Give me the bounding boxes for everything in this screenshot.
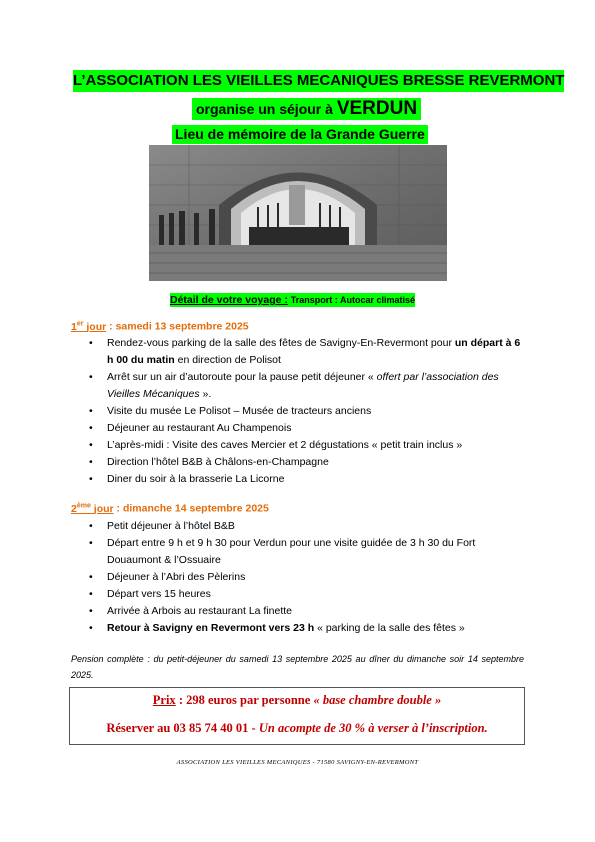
reserve-line: Réserver au 03 85 74 40 01 - Un acompte de 30 % à verser à l’inscription.: [106, 721, 488, 735]
day-1-list: [82, 335, 524, 488]
list-item: • Direction l’hôtel B&B à Châlons-en-Champagne: [82, 454, 524, 471]
list-item: • Déjeuner à l’Abri des Pèlerins: [82, 569, 524, 586]
price-box: [69, 687, 525, 745]
list-item: • Déjeuner au restaurant Au Champenois: [82, 420, 524, 437]
list-item: • Visite du musée Le Polisot – Musée de tracteurs anciens: [82, 403, 524, 420]
detail-label: Détail de votre voyage :: [170, 294, 288, 306]
day-2-list: [82, 518, 524, 637]
trip-detail: [170, 293, 415, 307]
day-1-heading: 1er jour : samedi 13 septembre 2025: [71, 320, 249, 333]
pension-note: Pension complète : du petit-déjeuner du samedi 13 septembre 2025 au dîner du dimanche soir 14 septembre 2025.: [71, 654, 524, 680]
list-item: • Retour à Savigny en Revermont vers 23 h « parking de la salle des fêtes »: [82, 620, 524, 637]
title-line-3: Lieu de mémoire de la Grande Guerre: [172, 125, 428, 144]
transport-text: Transport : Autocar climatisé: [290, 295, 415, 305]
day-2-heading: 2ème jour : dimanche 14 septembre 2025: [71, 502, 269, 515]
list-item: • L’après-midi : Visite des caves Mercier et 2 dégustations « petit train inclus »: [82, 437, 524, 454]
verdun-ossuary-photo: [149, 145, 447, 281]
list-item: • Départ vers 15 heures: [82, 586, 524, 603]
list-item: • Départ entre 9 h et 9 h 30 pour Verdun pour une visite guidée de 3 h 30 du Fort Douaumont & l’Ossuaire: [82, 535, 524, 569]
list-item: • Arrivée à Arbois au restaurant La finette: [82, 603, 524, 620]
list-item: • Rendez-vous parking de la salle des fêtes de Savigny-En-Revermont pour un départ à 6 h 00 du matin en direction de Polisot: [82, 335, 524, 369]
title-line-1: L’ASSOCIATION LES VIEILLES MECANIQUES BRESSE REVERMONT: [73, 70, 523, 92]
list-item: • Arrêt sur un air d’autoroute pour la pause petit déjeuner « offert par l’association des Vieilles Mécaniques ».: [82, 369, 524, 403]
list-item: • Diner du soir à la brasserie La Licorne: [82, 471, 524, 488]
price-line: Prix : 298 euros par personne « base chambre double »: [152, 693, 442, 707]
title-line-2: organise un séjour à VERDUN: [192, 98, 421, 120]
footer: ASSOCIATION LES VIEILLES MECANIQUES - 71580 SAVIGNY-EN-REVERMONT: [176, 759, 419, 766]
list-item: • Petit déjeuner à l’hôtel B&B: [82, 518, 524, 535]
city-name: VERDUN: [336, 98, 418, 119]
